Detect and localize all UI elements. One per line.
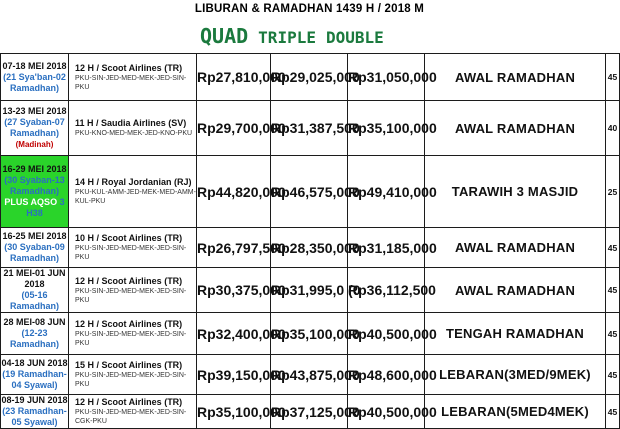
quad-price: Rp44,820,000 [197, 156, 271, 228]
hijri-text: (05-16 Ramadhan) [9, 290, 59, 311]
program-cell: AWAL RAMADHAN [425, 268, 606, 313]
table-row [1, 355, 620, 395]
double-price: Rp48,600,000 [348, 355, 425, 395]
hijri-text: (30 Syaban-13 Ramadhan) [4, 175, 65, 196]
program-cell: AWAL RAMADHAN [425, 101, 606, 156]
route-text: PKU-SIN-JED-MED-MEK-JED-SIN-PKU [75, 331, 187, 347]
date-cell [1, 228, 69, 268]
double-price: Rp35,100,000 [348, 101, 425, 156]
date-cell [1, 395, 69, 429]
double-header: DOUBLE [325, 28, 384, 47]
airline-cell [69, 228, 197, 268]
route-text: PKU-SIN-JED-MED-MEK-JED-SIN-PKU [75, 74, 187, 91]
route-text: PKU-SIN-JED-MED-MEK-JED-SIN-PKU [75, 245, 187, 261]
program-cell: LEBARAN(5MED4MEK) [425, 395, 606, 429]
quad-price: Rp35,100,000 [197, 395, 271, 429]
date-text: 16-29 MEI 2018 [2, 164, 67, 174]
seats-cell: 45 [606, 355, 620, 395]
double-price: Rp36,112,500 [348, 268, 425, 313]
date-text: 04-18 JUN 2018 [1, 358, 68, 368]
date-text: 08-19 JUN 2018 [1, 395, 68, 405]
date-text: 28 MEI-08 JUN [3, 317, 66, 327]
table-title [0, 0, 619, 18]
quad-price: Rp26,797,500 [197, 228, 271, 268]
airline-text: 12 H / Scoot Airlines (TR) [75, 319, 183, 329]
airline-text: 12 H / Scoot Airlines (TR) [75, 397, 183, 407]
airline-text: 12 H / Scoot Airlines (TR) [75, 275, 183, 286]
airline-cell [69, 268, 197, 313]
date-cell [1, 101, 69, 156]
hijri-text: (27 Syaban-07 Ramadhan) [4, 117, 65, 138]
program-cell: AWAL RAMADHAN [425, 54, 606, 101]
airline-text: 12 H / Scoot Airlines (TR) [75, 62, 183, 73]
double-price: Rp40,500,000 [348, 395, 425, 429]
table-row [1, 268, 620, 313]
date-cell [1, 268, 69, 313]
date-cell [1, 355, 69, 395]
quad-price: Rp27,810,000 [197, 54, 271, 101]
double-price: Rp40,500,000 [348, 313, 425, 355]
table-row [1, 156, 620, 228]
airline-cell [69, 156, 197, 228]
seats-cell: 45 [606, 228, 620, 268]
seats-cell: 45 [606, 395, 620, 429]
triple-price: Rp28,350,000 [271, 228, 348, 268]
hijri-text: (21 Sya'ban-02 Ramadhan) [3, 71, 66, 93]
route-text: PKU-SIN-JED-MED-MEK-JED-SIN-CGK-PKU [75, 409, 187, 425]
quad-price: Rp32,400,000 [197, 313, 271, 355]
quad-price: Rp30,375,000 [197, 268, 271, 313]
airline-cell [69, 395, 197, 429]
airline-cell [69, 313, 197, 355]
price-column-headers [200, 24, 384, 48]
seats-cell: 40 [606, 101, 620, 156]
seats-cell: 25 [606, 156, 620, 228]
program-cell: AWAL RAMADHAN [425, 228, 606, 268]
route-text: PKU-KUL-AMM-JED-MEK-MED-AMM-KUL-PKU [75, 189, 196, 205]
seats-cell: 45 [606, 268, 620, 313]
table-row [1, 54, 620, 101]
triple-price: Rp31,995,0 (0 [271, 268, 348, 313]
triple-price: Rp46,575,000 [271, 156, 348, 228]
airline-text: 11 H / Saudia Airlines (SV) [75, 118, 187, 128]
program-cell: LEBARAN(3MED/9MEK) [425, 355, 606, 395]
table-row [1, 228, 620, 268]
route-text: PKU-SIN-JED-MED-MEK-JED-SIN-PKU [75, 372, 187, 388]
double-price: Rp31,185,000 [348, 228, 425, 268]
package-table [0, 53, 620, 429]
triple-price: Rp31,387,500 [271, 101, 348, 156]
hijri-text: (19 Ramadhan-04 Syawal) [2, 369, 67, 390]
date-cell [1, 313, 69, 355]
airline-text: 15 H / Scoot Airlines (TR) [75, 360, 183, 370]
airline-cell [69, 101, 197, 156]
double-price: Rp49,410,000 [348, 156, 425, 228]
triple-price: Rp29,025,000 [271, 54, 348, 101]
plus-aqso-note: PLUS AQSO [4, 197, 58, 207]
triple-price: Rp37,125,000 [271, 395, 348, 429]
table-row [1, 313, 620, 355]
route-text: PKU-KNO-MED-MEK-JED-KNO-PKU [75, 130, 193, 137]
date-text: 07-18 MEI 2018 [2, 60, 67, 71]
quad-price: Rp29,700,000 [197, 101, 271, 156]
triple-price: Rp35,100,000 [271, 313, 348, 355]
double-price: Rp31,050,000 [348, 54, 425, 101]
hijri-text: (30 Syaban-09 Ramadhan) [4, 242, 65, 263]
program-cell: TENGAH RAMADHAN [425, 313, 606, 355]
hijri-text: (23 Ramadhan-05 Syawal) [2, 406, 67, 427]
date-cell [1, 156, 69, 228]
triple-price: Rp43,875,000 [271, 355, 348, 395]
quad-header: QUAD [200, 24, 249, 48]
table-row [1, 101, 620, 156]
date-text: 13-23 MEI 2018 [2, 106, 67, 116]
plus-aqso-suffix: 3 H38 [26, 197, 65, 218]
airline-text: 10 H / Scoot Airlines (TR) [75, 233, 183, 243]
date-cell [1, 54, 69, 101]
date-text: 16-25 MEI 2018 [2, 231, 67, 241]
madinah-note: (Madinah) [15, 140, 54, 149]
seats-cell: 45 [606, 313, 620, 355]
seats-cell: 45 [606, 54, 620, 101]
quad-price: Rp39,150,000 [197, 355, 271, 395]
airline-text: 14 H / Royal Jordanian (RJ) [75, 177, 192, 187]
hijri-text: (12-23 Ramadhan) [9, 328, 59, 349]
program-cell: TARAWIH 3 MASJID [425, 156, 606, 228]
airline-cell [69, 355, 197, 395]
table-row [1, 395, 620, 429]
date-text: 21 MEI-01 JUN 2018 [3, 268, 66, 289]
table-title-text: LIBURAN & RAMADHAN 1439 H / 2018 M [194, 2, 425, 15]
airline-cell [69, 54, 197, 101]
triple-header: TRIPLE [258, 28, 316, 47]
route-text: PKU-SIN-JED-MED-MEK-JED-SIN-PKU [75, 287, 187, 304]
